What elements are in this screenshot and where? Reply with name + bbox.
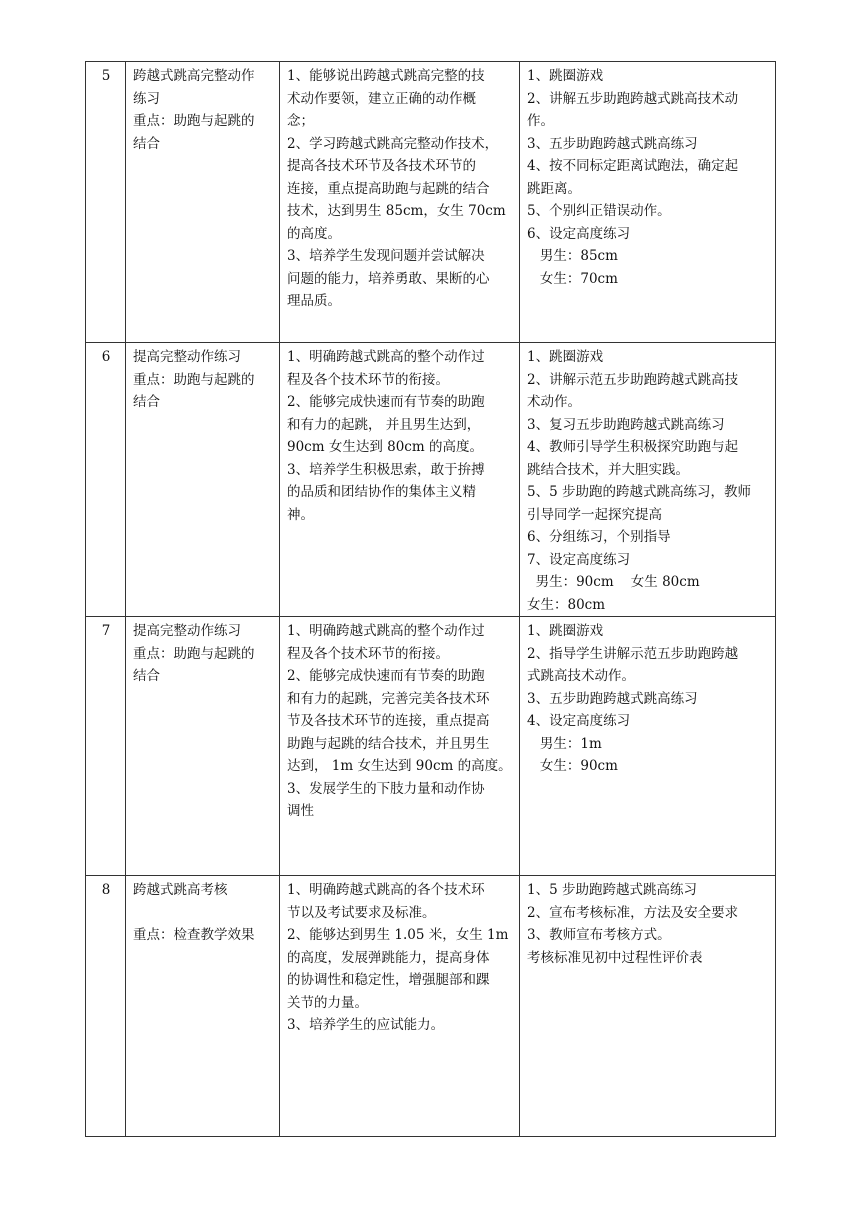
- text-line: 重点：检查教学效果: [133, 927, 255, 943]
- lesson-plan-table: [85, 61, 776, 1137]
- text-line: 助跑与起跳的结合技术，并且男生: [287, 735, 490, 752]
- text-line: 2、讲解示范五步助跑跨越式跳高技: [527, 371, 739, 388]
- text-line: 重点：助跑与起跳的: [133, 113, 255, 129]
- activities-cell: [520, 617, 776, 876]
- text-line: 术动作。: [527, 394, 581, 410]
- text-line: 1、明确跨越式跳高的各个技术环: [287, 882, 485, 898]
- text-line: 关节的力量。: [287, 994, 368, 1011]
- text-line: 5、5 步助跑的跨越式跳高练习，教师: [527, 484, 751, 500]
- text-line: 念；: [287, 113, 314, 129]
- text-line: 女生：80cm: [527, 596, 606, 613]
- text-line: 6、分组练习，个别指导: [527, 529, 671, 545]
- text-line: 2、能够完成快速而有节奏的助跑: [287, 394, 485, 410]
- text-line: 5、个别纠正错误动作。: [527, 203, 671, 219]
- activities-cell: [520, 343, 776, 617]
- text-line: 结合: [133, 135, 160, 152]
- text-line: 的品质和团结协作的集体主义精: [287, 484, 476, 500]
- text-line: 2、学习跨越式跳高完整动作技术，: [287, 135, 499, 152]
- goals-cell: [280, 876, 520, 1137]
- text-line: 男生：90cm 女生 80cm: [527, 574, 700, 590]
- text-line: 和有力的起跳，完善完美各技术环: [287, 690, 490, 707]
- activities-cell: [520, 62, 776, 343]
- text-line: 问题的能力，培养勇敢、果断的心: [287, 270, 490, 287]
- text-line: 的协调性和稳定性，增强腿部和踝: [287, 972, 490, 988]
- text-line: 2、能够达到男生 1.05 米，女生 1m: [287, 927, 509, 943]
- text-line: 节以及考试要求及标准。: [287, 904, 436, 921]
- text-line: 和有力的起跳， 并且男生达到，: [287, 416, 481, 433]
- text-line: 调性: [287, 803, 314, 819]
- text-line: 2、指导学生讲解示范五步助跑跨越: [527, 645, 739, 662]
- topic-cell: [126, 343, 280, 617]
- table-row: [86, 343, 776, 617]
- text-line: 女生：90cm: [527, 758, 618, 774]
- text-line: 3、培养学生积极思索，敢于拚搏: [287, 461, 485, 478]
- text-line: 1、明确跨越式跳高的整个动作过: [287, 623, 485, 639]
- text-line: [133, 902, 273, 925]
- text-line: 2、能够完成快速而有节奏的助跑: [287, 668, 485, 684]
- activities-cell: [520, 876, 776, 1137]
- text-line: 重点：助跑与起跳的: [133, 645, 255, 662]
- text-line: 理品质。: [287, 293, 341, 309]
- text-line: 3、培养学生的应试能力。: [287, 1017, 445, 1033]
- text-line: 术动作要领，建立正确的动作概: [287, 90, 476, 107]
- text-line: 3、五步助跑跨越式跳高练习: [527, 690, 698, 707]
- text-line: 男生：1m: [527, 735, 602, 752]
- table-row: [86, 62, 776, 343]
- text-line: 女生：70cm: [527, 270, 618, 287]
- text-line: 1、5 步助跑跨越式跳高练习: [527, 882, 697, 898]
- text-line: 4、设定高度练习: [527, 713, 631, 729]
- text-line: 提高完整动作练习: [133, 349, 241, 365]
- text-line: 跨越式跳高考核: [133, 882, 228, 898]
- goals-cell: [280, 343, 520, 617]
- text-line: 3、复习五步助跑跨越式跳高练习: [527, 416, 725, 433]
- text-line: 3、教师宣布考核方式。: [527, 927, 671, 943]
- text-line: 的高度。: [287, 225, 341, 242]
- table-body: [86, 62, 776, 1137]
- text-line: 结合: [133, 668, 160, 684]
- text-line: 2、宣布考核标准，方法及安全要求: [527, 904, 739, 921]
- text-line: 跨越式跳高完整动作: [133, 68, 255, 84]
- table-row: [86, 876, 776, 1137]
- text-line: 神。: [287, 506, 314, 523]
- text-line: 男生：85cm: [527, 248, 618, 264]
- text-line: 90cm 女生达到 80cm 的高度。: [287, 439, 483, 455]
- text-line: 连接，重点提高助跑与起跳的结合: [287, 180, 490, 197]
- text-line: 1、能够说出跨越式跳高完整的技: [287, 68, 485, 84]
- text-line: 6、设定高度练习: [527, 225, 631, 242]
- text-line: 提高各技术环节及各技术环节的: [287, 158, 476, 174]
- text-line: 4、教师引导学生积极探究助跑与起: [527, 439, 739, 455]
- text-line: 考核标准见初中过程性评价表: [527, 949, 703, 966]
- text-line: 式跳高技术动作。: [527, 668, 635, 684]
- lesson-number-cell: 7: [86, 617, 126, 876]
- text-line: 节及各技术环节的连接，重点提高: [287, 713, 490, 729]
- text-line: 达到， 1m 女生达到 90cm 的高度。: [287, 758, 512, 774]
- text-line: 7、设定高度练习: [527, 551, 631, 568]
- topic-cell: [126, 617, 280, 876]
- text-line: 2、讲解五步助跑跨越式跳高技术动: [527, 90, 739, 107]
- text-line: 1、跳圈游戏: [527, 349, 604, 365]
- text-line: 跳结合技术，并大胆实践。: [527, 461, 689, 478]
- text-line: 练习: [133, 90, 160, 107]
- text-line: 3、五步助跑跨越式跳高练习: [527, 135, 698, 152]
- text-line: 的高度，发展弹跳能力，提高身体: [287, 949, 490, 966]
- goals-cell: [280, 62, 520, 343]
- topic-cell: [126, 876, 280, 1137]
- text-line: 程及各个技术环节的衔接。: [287, 645, 449, 662]
- text-line: 技术，达到男生 85cm，女生 70cm: [287, 203, 506, 219]
- text-line: 程及各个技术环节的衔接。: [287, 371, 449, 388]
- text-line: 跳距离。: [527, 180, 581, 197]
- text-line: 引导同学一起探究提高: [527, 506, 662, 523]
- lesson-number-cell: 8: [86, 876, 126, 1137]
- table-row: [86, 617, 776, 876]
- lesson-number-cell: 6: [86, 343, 126, 617]
- text-line: 1、跳圈游戏: [527, 68, 604, 84]
- text-line: 结合: [133, 394, 160, 410]
- goals-cell: [280, 617, 520, 876]
- text-line: 作。: [527, 113, 554, 129]
- text-line: 4、按不同标定距离试跑法，确定起: [527, 158, 739, 174]
- text-line: 1、跳圈游戏: [527, 623, 604, 639]
- text-line: 重点：助跑与起跳的: [133, 371, 255, 388]
- topic-cell: [126, 62, 280, 343]
- text-line: 1、明确跨越式跳高的整个动作过: [287, 349, 485, 365]
- text-line: 3、发展学生的下肢力量和动作协: [287, 780, 485, 797]
- lesson-number-cell: 5: [86, 62, 126, 343]
- text-line: 3、培养学生发现问题并尝试解决: [287, 248, 485, 264]
- text-line: 提高完整动作练习: [133, 623, 241, 639]
